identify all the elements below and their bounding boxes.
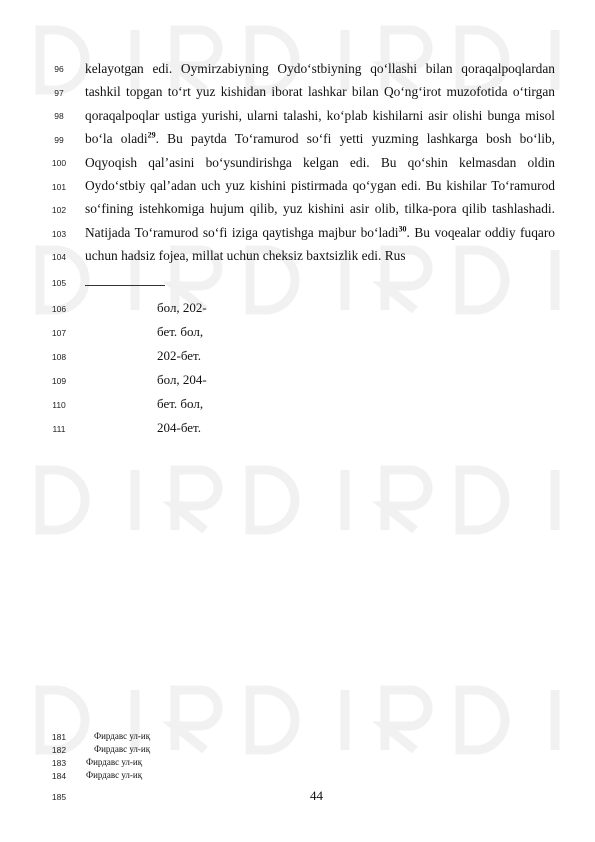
line-number: 106 [51, 304, 67, 314]
line-number: 100 [51, 158, 67, 168]
line-number: 109 [51, 376, 67, 386]
line-number: 181 [51, 732, 67, 742]
line-number: 96 [54, 64, 64, 74]
line-number: 108 [51, 352, 67, 362]
page-number: 44 [310, 788, 323, 803]
line-number: 111 [52, 424, 66, 434]
line-number: 184 [51, 771, 67, 781]
bottom-footnote: Фирдавс ул-иқ [94, 731, 151, 741]
footnote-line: бол, 204- [157, 372, 207, 387]
body-paragraph [85, 57, 555, 268]
line-number: 185 [51, 792, 67, 802]
bottom-footnote: Фирдавс ул-иқ [86, 770, 143, 780]
footnote-ref[interactable]: 29 [147, 130, 156, 140]
line-number: 103 [51, 229, 67, 239]
footnote-ref[interactable]: 30 [398, 224, 407, 234]
bottom-footnote: Фирдавс ул-иқ [94, 744, 151, 754]
line-number: 98 [54, 111, 64, 121]
footnote-line: бет. бол, [157, 324, 204, 339]
footnote-line: бет. бол, [157, 396, 204, 411]
footnote-line: бол, 202- [157, 300, 207, 315]
paragraph-text: kelayotgan edi. Oymirzabiyning Oydo‘stbiyning qo‘llashi bilan qoraqalpoqlardan tashkil topgan to‘rt yuz kishidan iborat lashkar bilan Qo‘ng‘irot muzofotida o‘tirgan qoraqalpoqlar ustiga yurishi, ularni talashi, ko‘plab kishilarni asir olishi bunga misol bo‘la oladi [85, 61, 555, 147]
footnote-line: 204-бет. [157, 420, 201, 435]
line-number: 107 [51, 328, 67, 338]
line-number: 101 [51, 182, 67, 192]
line-number: 183 [51, 758, 67, 768]
line-number: 102 [51, 205, 67, 215]
line-number: 182 [51, 745, 67, 755]
line-number: 104 [51, 252, 67, 262]
bottom-footnote: Фирдавс ул-иқ [86, 757, 143, 767]
line-number: 105 [51, 278, 67, 288]
line-number: 97 [54, 88, 64, 98]
line-number: 99 [54, 135, 64, 145]
footnote-line: 202-бет. [157, 348, 201, 363]
line-number: 110 [52, 400, 66, 410]
footnote-separator [85, 285, 165, 286]
paragraph-text: . Bu paytda To‘ramurod so‘fi yetti yuzming lashkarga bosh bo‘lib, Oqyoqish qal’asini bo‘ysundirishga kelgan edi. Bu qo‘shin kelmasdan oldin Oydo‘stbiy qal’adan uch yuz kishini pistirmada qo‘ygan edi. Bu kishilar To‘ramurod so‘fining istehkomiga hujum qilib, yuz kishini asir olib, tilka-pora qilib tashlashadi. Natijada To‘ramurod so‘fi iziga qaytishga majbur bo‘ladi [85, 131, 556, 240]
paragraph-text: . Bu voqealar oddiy fuqaro uchun hadsiz fojea, millat uchun cheksiz baxtsizlik edi. Rus [85, 224, 555, 264]
